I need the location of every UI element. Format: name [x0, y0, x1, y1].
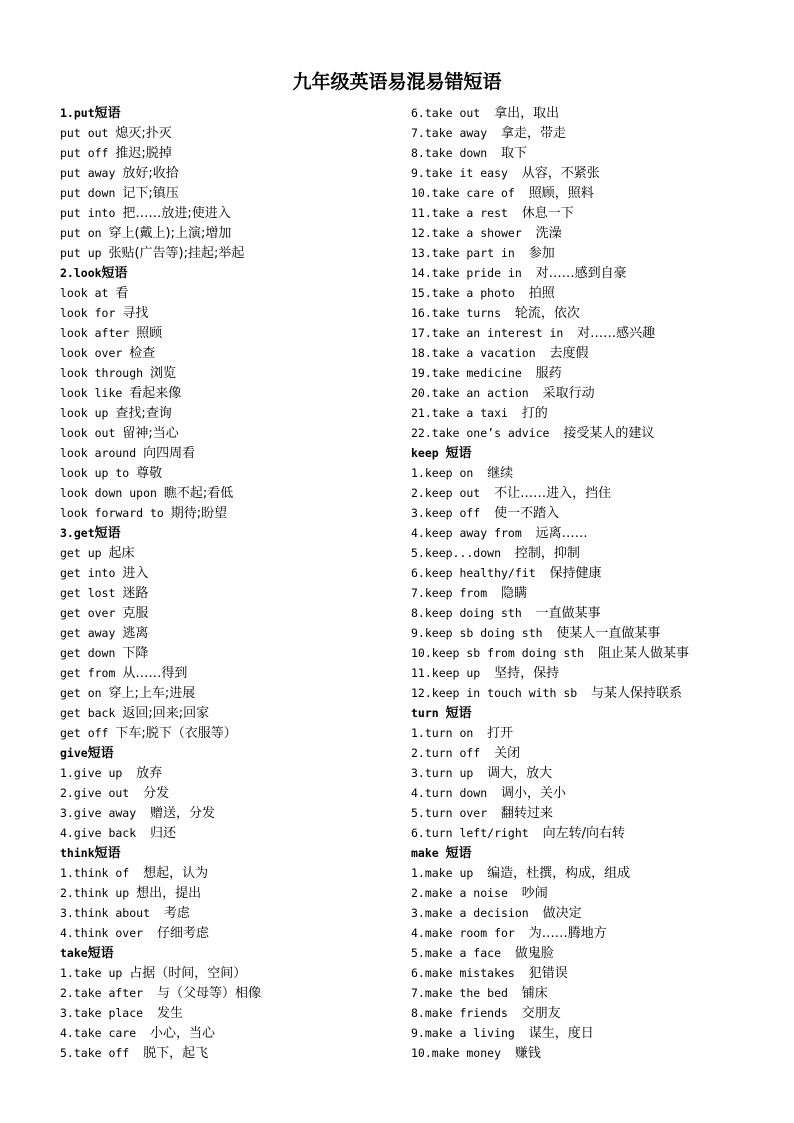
- phrase-english: put out: [60, 126, 116, 140]
- phrase-meaning: 占据（时间，空间）: [129, 966, 247, 981]
- section-keyword: take: [60, 946, 88, 960]
- phrase-meaning: 克服: [122, 606, 149, 621]
- phrase-english: 11.take a rest: [411, 206, 522, 220]
- phrase-entry: [60, 243, 410, 263]
- phrase-english: look up to: [60, 466, 137, 480]
- phrase-meaning: 吵闹: [521, 886, 548, 901]
- phrase-entry: [60, 863, 410, 883]
- phrase-english: 5.make a face: [411, 946, 515, 960]
- phrase-entry: [60, 883, 410, 903]
- phrase-english: 6.take out: [411, 106, 495, 120]
- phrase-entry: [60, 403, 410, 423]
- phrase-entry: [411, 503, 781, 523]
- phrase-english: 11.keep up: [411, 666, 495, 680]
- phrase-meaning: 拿走，带走: [501, 126, 567, 141]
- phrase-entry: [411, 683, 781, 703]
- phrase-meaning: 熄灭;扑灭: [115, 126, 172, 141]
- phrase-english: 3.turn up: [411, 766, 488, 780]
- phrase-english: 6.make mistakes: [411, 966, 529, 980]
- section-keyword: 2.look: [60, 266, 102, 280]
- phrase-meaning: 瞧不起;看低: [163, 486, 234, 501]
- phrase-entry: [411, 963, 781, 983]
- phrase-entry: [60, 623, 410, 643]
- phrase-entry: [60, 503, 410, 523]
- phrase-english: look down upon: [60, 486, 164, 500]
- phrase-english: put up: [60, 246, 109, 260]
- phrase-entry: [411, 923, 781, 943]
- phrase-entry: [60, 1043, 410, 1063]
- phrase-meaning: 对……感到自豪: [535, 266, 627, 281]
- phrase-english: get into: [60, 566, 123, 580]
- phrase-meaning: 小心，当心: [150, 1026, 216, 1041]
- section-label: 短语: [94, 526, 121, 541]
- phrase-meaning: 为……腾地方: [528, 926, 607, 941]
- phrase-meaning: 接受某人的建议: [563, 426, 655, 441]
- phrase-meaning: 服药: [535, 366, 562, 381]
- phrase-english: 3.give away: [60, 806, 151, 820]
- phrase-english: 10.keep sb from doing sth: [411, 646, 598, 660]
- phrase-entry: [60, 483, 410, 503]
- phrase-english: 3.think about: [60, 906, 164, 920]
- phrase-entry: [411, 383, 781, 403]
- phrase-meaning: 检查: [129, 346, 156, 361]
- section-keyword: turn: [411, 706, 446, 720]
- phrase-english: 2.take after: [60, 986, 157, 1000]
- phrase-meaning: 分发: [143, 786, 170, 801]
- phrase-meaning: 看: [115, 286, 129, 301]
- phrase-meaning: 照顾，照料: [528, 186, 594, 201]
- phrase-meaning: 想出，提出: [136, 886, 202, 901]
- phrase-meaning: 仔细考虑: [156, 926, 209, 941]
- phrase-entry: [411, 303, 781, 323]
- phrase-entry: [411, 583, 781, 603]
- phrase-entry: [411, 563, 781, 583]
- section-label: 短语: [445, 446, 472, 461]
- phrase-meaning: 与（父母等）相像: [156, 986, 261, 1001]
- phrase-entry: [411, 883, 781, 903]
- phrase-entry: [60, 963, 410, 983]
- phrase-english: 8.keep doing sth: [411, 606, 536, 620]
- phrase-meaning: 铺床: [521, 986, 548, 1001]
- phrase-entry: [60, 763, 410, 783]
- phrase-english: 7.take away: [411, 126, 502, 140]
- phrase-english: 12.take a shower: [411, 226, 536, 240]
- phrase-meaning: 放好;收拾: [122, 166, 179, 181]
- phrase-meaning: 尊敬: [136, 466, 163, 481]
- phrase-english: 1.make up: [411, 866, 488, 880]
- phrase-meaning: 谋生，度日: [528, 1026, 594, 1041]
- phrase-english: 3.make a decision: [411, 906, 543, 920]
- phrase-entry: [60, 163, 410, 183]
- phrase-entry: [411, 863, 781, 883]
- phrase-entry: [60, 983, 410, 1003]
- phrase-english: 16.take turns: [411, 306, 515, 320]
- phrase-english: 7.make the bed: [411, 986, 522, 1000]
- phrase-meaning: 休息一下: [521, 206, 574, 221]
- phrase-english: 9.keep sb doing sth: [411, 626, 557, 640]
- phrase-meaning: 拿出，取出: [494, 106, 560, 121]
- phrase-entry: [60, 603, 410, 623]
- phrase-meaning: 交朋友: [521, 1006, 561, 1021]
- phrase-english: get lost: [60, 586, 123, 600]
- phrase-entry: [60, 923, 410, 943]
- phrase-english: 19.take medicine: [411, 366, 536, 380]
- phrase-english: 10.take care of: [411, 186, 529, 200]
- phrase-english: 4.make room for: [411, 926, 529, 940]
- section-heading: [411, 843, 781, 863]
- section-heading: [60, 523, 410, 543]
- section-keyword: 3.get: [60, 526, 95, 540]
- phrase-meaning: 记下;镇压: [122, 186, 179, 201]
- phrase-meaning: 发生: [156, 1006, 183, 1021]
- phrase-entry: [411, 723, 781, 743]
- phrase-english: look after: [60, 326, 137, 340]
- phrase-english: 1.think of: [60, 866, 144, 880]
- phrase-meaning: 张贴(广告等);挂起;举起: [108, 246, 245, 261]
- phrase-entry: [411, 803, 781, 823]
- section-keyword: think: [60, 846, 95, 860]
- phrase-entry: [60, 143, 410, 163]
- phrase-entry: [60, 823, 410, 843]
- phrase-english: look through: [60, 366, 151, 380]
- phrase-entry: [60, 303, 410, 323]
- phrase-entry: [60, 283, 410, 303]
- phrase-entry: [411, 103, 781, 123]
- phrase-english: 17.take an interest in: [411, 326, 578, 340]
- phrase-meaning: 向左转/向右转: [542, 826, 625, 841]
- phrase-english: 9.make a living: [411, 1026, 529, 1040]
- section-label: 短语: [445, 706, 472, 721]
- section-label: 短语: [87, 746, 114, 761]
- phrase-english: put on: [60, 226, 109, 240]
- left-column: [60, 103, 410, 1063]
- phrase-english: 1.turn on: [411, 726, 488, 740]
- phrase-english: 12.keep in touch with sb: [411, 686, 592, 700]
- phrase-meaning: 采取行动: [542, 386, 595, 401]
- section-heading: [60, 263, 410, 283]
- phrase-meaning: 脱下，起飞: [143, 1046, 209, 1061]
- phrase-meaning: 打开: [487, 726, 514, 741]
- phrase-english: 2.keep out: [411, 486, 495, 500]
- phrase-english: put off: [60, 146, 116, 160]
- phrase-entry: [60, 703, 410, 723]
- phrase-meaning: 穿上;上车;进展: [108, 686, 196, 701]
- phrase-meaning: 寻找: [122, 306, 149, 321]
- phrase-entry: [411, 823, 781, 843]
- phrase-entry: [60, 1003, 410, 1023]
- section-heading: [411, 703, 781, 723]
- phrase-entry: [411, 483, 781, 503]
- phrase-entry: [60, 183, 410, 203]
- right-column: [411, 103, 781, 1063]
- phrase-english: look forward to: [60, 506, 171, 520]
- phrase-entry: [411, 183, 781, 203]
- phrase-meaning: 与某人保持联系: [591, 686, 683, 701]
- phrase-entry: [411, 603, 781, 623]
- phrase-english: look around: [60, 446, 144, 460]
- phrase-meaning: 阻止某人做某事: [597, 646, 689, 661]
- phrase-meaning: 赚钱: [514, 1046, 541, 1061]
- phrase-english: get from: [60, 666, 123, 680]
- phrase-meaning: 坚持，保持: [494, 666, 560, 681]
- phrase-meaning: 逃离: [122, 626, 149, 641]
- section-heading: [60, 843, 410, 863]
- phrase-english: 3.keep off: [411, 506, 495, 520]
- phrase-entry: [60, 1023, 410, 1043]
- phrase-english: 1.keep on: [411, 466, 488, 480]
- phrase-entry: [60, 363, 410, 383]
- phrase-meaning: 迷路: [122, 586, 149, 601]
- section-heading: [411, 443, 781, 463]
- phrase-english: 10.make money: [411, 1046, 515, 1060]
- phrase-entry: [60, 663, 410, 683]
- phrase-meaning: 浏览: [150, 366, 177, 381]
- phrase-english: 2.think up: [60, 886, 137, 900]
- phrase-meaning: 想起，认为: [143, 866, 209, 881]
- phrase-entry: [411, 203, 781, 223]
- phrase-meaning: 翻转过来: [501, 806, 554, 821]
- phrase-english: 4.think over: [60, 926, 157, 940]
- phrase-meaning: 对……感兴趣: [577, 326, 656, 341]
- phrase-meaning: 保持健康: [549, 566, 602, 581]
- phrase-english: 14.take pride in: [411, 266, 536, 280]
- phrase-entry: [60, 583, 410, 603]
- phrase-english: 5.take off: [60, 1046, 144, 1060]
- phrase-entry: [60, 723, 410, 743]
- phrase-meaning: 向四周看: [143, 446, 196, 461]
- phrase-meaning: 返回;回来;回家: [122, 706, 210, 721]
- phrase-meaning: 洗澡: [535, 226, 562, 241]
- phrase-meaning: 轮流，依次: [514, 306, 580, 321]
- phrase-english: 9.take it easy: [411, 166, 522, 180]
- phrase-meaning: 下车;脱下（衣服等）: [115, 726, 237, 741]
- phrase-entry: [60, 443, 410, 463]
- phrase-english: 6.turn left/right: [411, 826, 543, 840]
- phrase-entry: [411, 283, 781, 303]
- phrase-meaning: 去度假: [549, 346, 589, 361]
- phrase-english: 21.take a taxi: [411, 406, 522, 420]
- phrase-english: 20.take an action: [411, 386, 543, 400]
- phrase-entry: [411, 343, 781, 363]
- phrase-entry: [411, 623, 781, 643]
- phrase-english: get away: [60, 626, 123, 640]
- section-label: 短语: [445, 846, 472, 861]
- section-heading: [60, 103, 410, 123]
- phrase-english: 5.turn over: [411, 806, 502, 820]
- phrase-meaning: 使一不踏入: [494, 506, 560, 521]
- phrase-english: put down: [60, 186, 123, 200]
- phrase-meaning: 归还: [150, 826, 177, 841]
- phrase-english: look out: [60, 426, 123, 440]
- phrase-english: 18.take a vacation: [411, 346, 550, 360]
- phrase-english: 8.make friends: [411, 1006, 522, 1020]
- phrase-meaning: 起床: [108, 546, 135, 561]
- page-title: 九年级英语易混易错短语: [292, 71, 502, 93]
- phrase-meaning: 把……放进;使进入: [122, 206, 231, 221]
- phrase-meaning: 推迟;脱掉: [115, 146, 172, 161]
- phrase-english: 2.make a noise: [411, 886, 522, 900]
- phrase-entry: [60, 323, 410, 343]
- phrase-entry: [411, 983, 781, 1003]
- phrase-meaning: 照顾: [136, 326, 163, 341]
- phrase-meaning: 一直做某事: [535, 606, 601, 621]
- phrase-entry: [60, 643, 410, 663]
- phrase-entry: [411, 123, 781, 143]
- phrase-entry: [60, 383, 410, 403]
- phrase-meaning: 编造，杜撰，构成，组成: [487, 866, 631, 881]
- section-label: 短语: [94, 106, 121, 121]
- phrase-english: 15.take a photo: [411, 286, 529, 300]
- phrase-meaning: 查找;查询: [115, 406, 172, 421]
- phrase-meaning: 关闭: [494, 746, 521, 761]
- phrase-meaning: 参加: [528, 246, 555, 261]
- phrase-entry: [411, 743, 781, 763]
- phrase-english: 4.keep away from: [411, 526, 536, 540]
- phrase-english: 4.take care: [60, 1026, 151, 1040]
- phrase-english: get over: [60, 606, 123, 620]
- phrase-entry: [411, 903, 781, 923]
- phrase-meaning: 隐瞒: [501, 586, 528, 601]
- phrase-english: 13.take part in: [411, 246, 529, 260]
- phrase-english: look up: [60, 406, 116, 420]
- phrase-meaning: 放弃: [136, 766, 163, 781]
- phrase-english: look at: [60, 286, 116, 300]
- phrase-english: look over: [60, 346, 130, 360]
- section-label: 短语: [101, 266, 128, 281]
- section-label: 短语: [87, 946, 114, 961]
- section-keyword: make: [411, 846, 446, 860]
- phrase-entry: [60, 203, 410, 223]
- phrase-meaning: 控制，抑制: [514, 546, 580, 561]
- phrase-meaning: 看起来像: [129, 386, 182, 401]
- section-heading: [60, 943, 410, 963]
- phrase-meaning: 打的: [521, 406, 548, 421]
- phrase-meaning: 拍照: [528, 286, 555, 301]
- phrase-entry: [60, 563, 410, 583]
- section-label: 短语: [94, 846, 121, 861]
- phrase-english: 1.give up: [60, 766, 137, 780]
- phrase-meaning: 调大，放大: [487, 766, 553, 781]
- section-keyword: keep: [411, 446, 446, 460]
- phrase-entry: [60, 683, 410, 703]
- phrase-entry: [411, 643, 781, 663]
- phrase-english: 7.keep from: [411, 586, 502, 600]
- phrase-meaning: 做决定: [542, 906, 582, 921]
- phrase-meaning: 下降: [122, 646, 149, 661]
- phrase-entry: [411, 243, 781, 263]
- phrase-entry: [411, 163, 781, 183]
- phrase-english: 4.give back: [60, 826, 151, 840]
- section-keyword: 1.put: [60, 106, 95, 120]
- phrase-entry: [411, 323, 781, 343]
- phrase-english: get up: [60, 546, 109, 560]
- phrase-english: 8.take down: [411, 146, 502, 160]
- phrase-meaning: 从容，不紧张: [521, 166, 600, 181]
- phrase-entry: [411, 663, 781, 683]
- phrase-entry: [411, 943, 781, 963]
- phrase-entry: [411, 463, 781, 483]
- phrase-entry: [411, 1003, 781, 1023]
- phrase-english: 3.take place: [60, 1006, 157, 1020]
- phrase-entry: [411, 223, 781, 243]
- phrase-english: look for: [60, 306, 123, 320]
- phrase-english: get off: [60, 726, 116, 740]
- phrase-entry: [411, 263, 781, 283]
- phrase-meaning: 考虑: [163, 906, 190, 921]
- phrase-entry: [60, 543, 410, 563]
- phrase-english: 2.give out: [60, 786, 144, 800]
- phrase-meaning: 期待;盼望: [170, 506, 228, 521]
- phrase-entry: [411, 783, 781, 803]
- phrase-entry: [60, 463, 410, 483]
- phrase-entry: [60, 783, 410, 803]
- phrase-meaning: 远离……: [535, 526, 588, 541]
- phrase-english: 6.keep healthy/fit: [411, 566, 550, 580]
- phrase-meaning: 留神;当心: [122, 426, 179, 441]
- phrase-meaning: 不让……进入，挡住: [494, 486, 612, 501]
- phrase-meaning: 做鬼脸: [514, 946, 554, 961]
- phrase-meaning: 取下: [501, 146, 528, 161]
- section-keyword: give: [60, 746, 88, 760]
- phrase-entry: [60, 423, 410, 443]
- phrase-entry: [411, 1043, 781, 1063]
- phrase-meaning: 犯错误: [528, 966, 568, 981]
- phrase-english: get back: [60, 706, 123, 720]
- phrase-meaning: 继续: [487, 466, 514, 481]
- phrase-meaning: 赠送，分发: [150, 806, 216, 821]
- phrase-entry: [411, 543, 781, 563]
- phrase-entry: [60, 803, 410, 823]
- phrase-entry: [411, 143, 781, 163]
- phrase-entry: [60, 343, 410, 363]
- phrase-english: 4.turn down: [411, 786, 502, 800]
- phrase-entry: [411, 423, 781, 443]
- phrase-entry: [411, 1023, 781, 1043]
- phrase-english: put away: [60, 166, 123, 180]
- phrase-meaning: 进入: [122, 566, 149, 581]
- phrase-english: look like: [60, 386, 130, 400]
- phrase-meaning: 调小，关小: [501, 786, 567, 801]
- phrase-meaning: 从……得到: [122, 666, 188, 681]
- phrase-english: put into: [60, 206, 123, 220]
- phrase-entry: [411, 363, 781, 383]
- phrase-entry: [60, 223, 410, 243]
- phrase-entry: [411, 403, 781, 423]
- phrase-english: get down: [60, 646, 123, 660]
- phrase-meaning: 使某人一直做某事: [556, 626, 661, 641]
- phrase-entry: [60, 903, 410, 923]
- phrase-entry: [411, 523, 781, 543]
- phrase-english: 22.take one’s advice: [411, 426, 564, 440]
- phrase-entry: [60, 123, 410, 143]
- phrase-meaning: 穿上(戴上);上演;增加: [108, 226, 232, 241]
- phrase-english: 1.take up: [60, 966, 130, 980]
- phrase-english: 5.keep...down: [411, 546, 515, 560]
- phrase-english: get on: [60, 686, 109, 700]
- phrase-english: 2.turn off: [411, 746, 495, 760]
- section-heading: [60, 743, 410, 763]
- phrase-entry: [411, 763, 781, 783]
